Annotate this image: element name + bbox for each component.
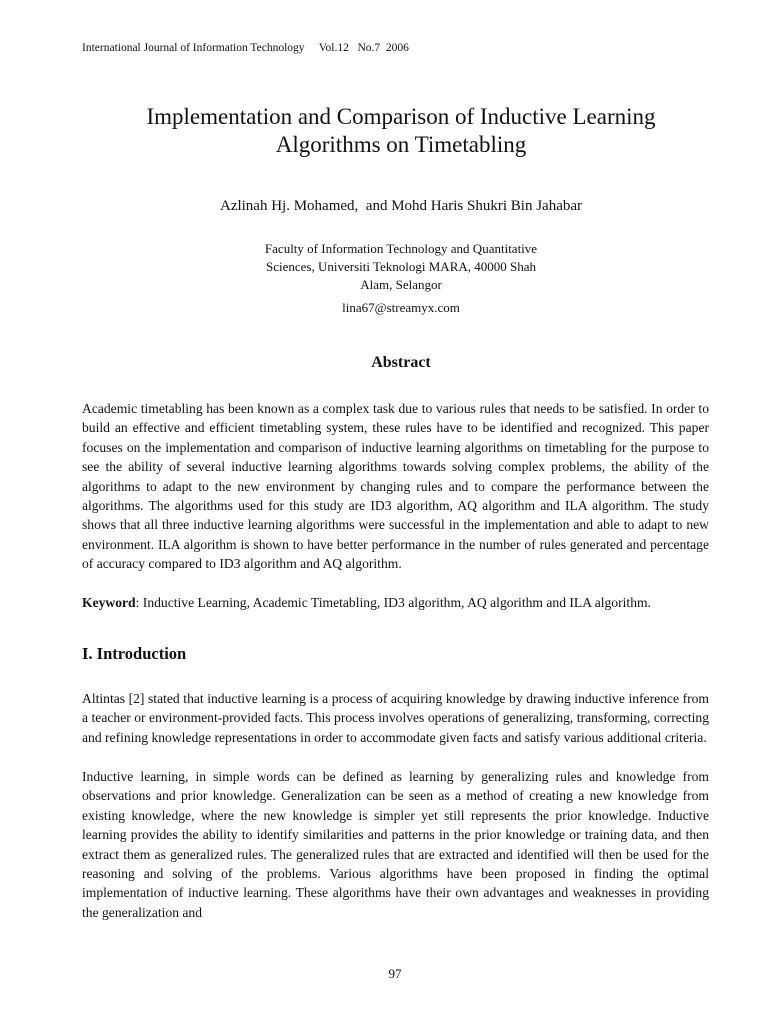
abstract-text: Academic timetabling has been known as a complex task due to various rules that needs to be satisfied. In order to build an effective and efficient timetabling system, these rules have to be identified and recognized. This paper focuses on the implementation and comparison of inductive learning algorithms on timetabling for the purpose to see the ability of several inductive learning algorithms towards solving complex problems, the ability of the algorithms to adapt to the new environment by changing rules and to compare the performance between the algorithms. The algorithms used for this study are ID3 algorithm, AQ algorithm and ILA algorithm. The study shows that all three inductive learning algorithms were successful in the implementation and able to adapt to new environment. ILA algorithm is shown to have better performance in the number of rules generated and percentage of accuracy compared to ID3 algorithm and AQ algorithm. bbox=[82, 401, 709, 572]
paper-title-line-2: Algorithms on Timetabling bbox=[275, 132, 527, 157]
affiliation-line-2: Sciences, Universiti Teknologi MARA, 40000 Shah bbox=[265, 259, 537, 274]
paper-title bbox=[60, 103, 742, 159]
abstract-heading: Abstract bbox=[371, 354, 431, 371]
affiliation-line-3: Alam, Selangor bbox=[360, 277, 442, 292]
introduction-heading: I. Introduction bbox=[82, 644, 187, 663]
keyword-label: Keyword bbox=[82, 595, 136, 610]
page-number: 97 bbox=[388, 966, 402, 981]
paper-title-line-1: Implementation and Comparison of Inductive Learning bbox=[146, 104, 656, 129]
affiliation bbox=[60, 240, 742, 294]
running-header bbox=[82, 42, 409, 54]
affiliation-line-1: Faculty of Information Technology and Quantitative bbox=[264, 241, 538, 256]
introduction-paragraph-1: Altintas [2] stated that inductive learning is a process of acquiring knowledge by drawing inductive inference from a teacher or environment-provided facts. This process involves operations of generalizing, transforming, correcting and refining knowledge representations in order to accommodate given facts and satisfy various additional criteria. bbox=[82, 691, 709, 745]
authors: Azlinah Hj. Mohamed, and Mohd Haris Shukri Bin Jahabar bbox=[219, 198, 583, 214]
keywords bbox=[82, 593, 709, 612]
journal-name: International Journal of Information Technology bbox=[82, 42, 305, 54]
keyword-text: : Inductive Learning, Academic Timetabling, ID3 algorithm, AQ algorithm and ILA algorithm. bbox=[135, 595, 651, 610]
author-email: lina67@streamyx.com bbox=[342, 300, 460, 315]
introduction-paragraph-2: Inductive learning, in simple words can be defined as learning by generalizing rules and knowledge from observations and prior knowledge. Generalization can be seen as a method of creating a new knowledge from existing knowledge, where the new knowledge is simpler yet still represents the prior knowledge. Inductive learning provides the ability to identify similarities and patterns in the prior knowledge or training data, and then extract them as generalized rules. The generalized rules that are extracted and identified will then be used for the reasoning and solving of the problems. Various algorithms have been proposed in finding the optimal implementation of inductive learning. These algorithms have their own advantages and weaknesses in providing the generalization and bbox=[82, 769, 709, 920]
journal-volume: Vol.12 No.7 2006 bbox=[318, 42, 409, 54]
